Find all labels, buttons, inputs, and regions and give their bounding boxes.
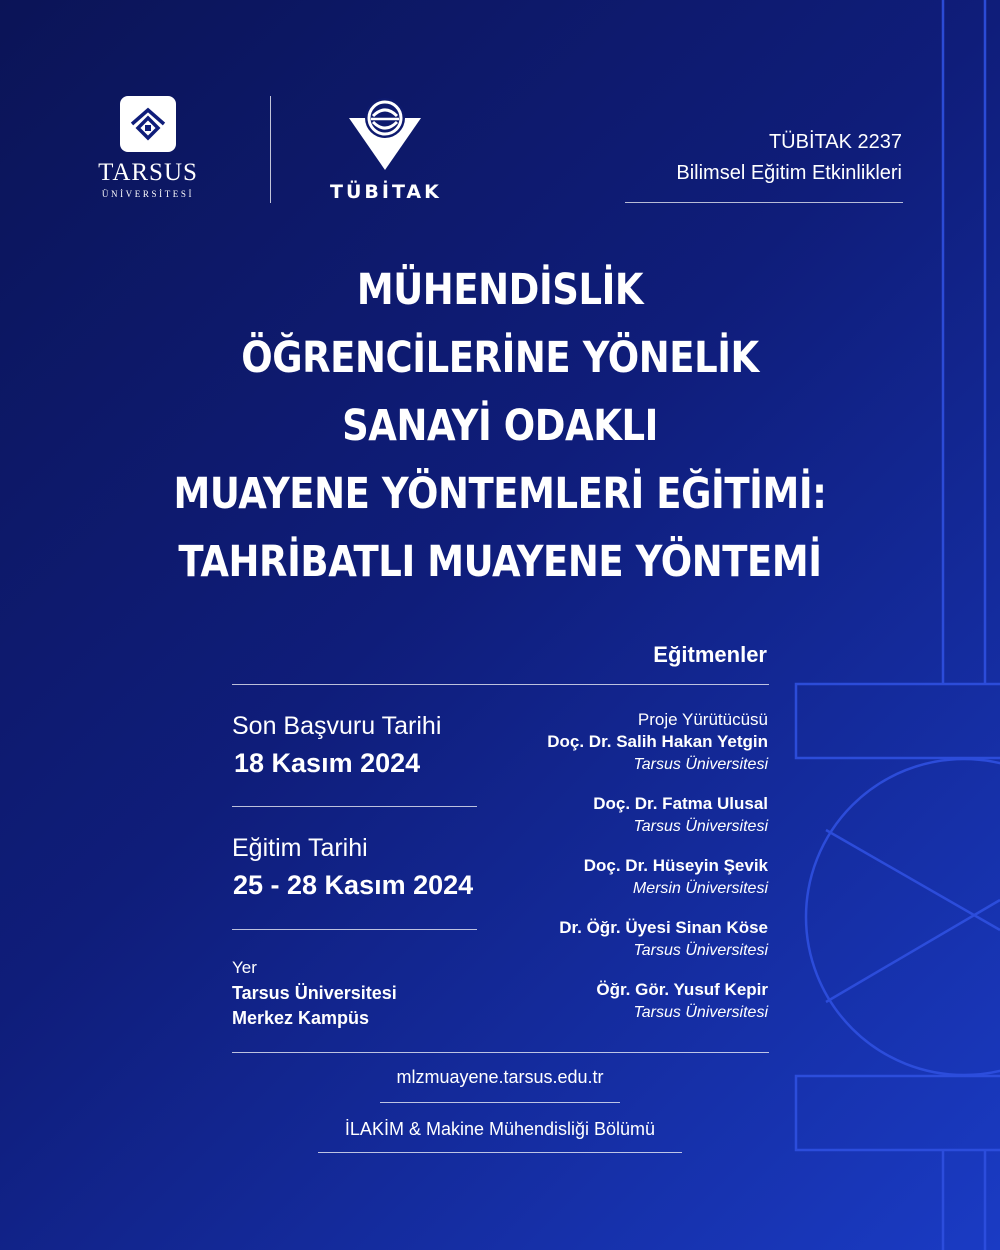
place-line-2: Merkez Kampüs [232, 1008, 370, 1028]
instructor-item [448, 978, 768, 1024]
instructor-name: Dr. Öğr. Üyesi Sinan Köse [559, 918, 768, 937]
tarsus-logo-name: TARSUS [98, 159, 198, 186]
divider [380, 1102, 620, 1103]
instructor-name: Doç. Dr. Salih Hakan Yetgin [547, 732, 768, 751]
website-link[interactable]: mlzmuayene.tarsus.edu.tr [396, 1067, 604, 1087]
program-line-1: TÜBİTAK 2237 [768, 131, 902, 153]
program-underline [625, 202, 903, 203]
deadline-label: Son Başvuru Tarihi [232, 712, 442, 740]
training-date-label: Eğitim Tarihi [232, 834, 368, 862]
instructor-affiliation: Mersin Üniversitesi [632, 880, 768, 897]
instructor-list [448, 709, 768, 1040]
divider [232, 806, 477, 807]
instructor-affiliation: Tarsus Üniversitesi [633, 756, 768, 773]
title-line: MÜHENDİSLİK [356, 265, 644, 315]
event-title [0, 256, 1000, 596]
place-line-1: Tarsus Üniversitesi [232, 983, 397, 1003]
program-line-2: Bilimsel Eğitim Etkinlikleri [676, 162, 902, 184]
title-line: MUAYENE YÖNTEMLERİ EĞİTİMİ: [173, 469, 827, 519]
tarsus-logo-sub: ÜNİVERSİTESİ [101, 189, 195, 199]
deadline-value: 18 Kasım 2024 [234, 748, 421, 778]
instructor-name: Doç. Dr. Hüseyin Şevik [583, 856, 768, 875]
tubitak-emblem-icon [345, 94, 425, 174]
instructors-heading: Eğitmenler [653, 642, 767, 667]
title-line: ÖĞRENCİLERİNE YÖNELİK [241, 333, 759, 383]
instructor-item [448, 792, 768, 838]
instructor-item [448, 916, 768, 962]
department-label: İLAKİM & Makine Mühendisliği Bölümü [344, 1119, 656, 1139]
instructor-item [448, 709, 768, 776]
training-date-value: 25 - 28 Kasım 2024 [233, 870, 474, 900]
section-divider-top [232, 684, 769, 685]
divider [318, 1152, 682, 1153]
title-line: TAHRİBATLI MUAYENE YÖNTEMİ [178, 537, 822, 587]
title-line: SANAYİ ODAKLI [342, 401, 658, 451]
instructor-name: Doç. Dr. Fatma Ulusal [593, 794, 768, 813]
tubitak-logo [330, 94, 440, 203]
tarsus-emblem-icon [120, 96, 176, 152]
tarsus-university-logo [96, 96, 200, 199]
instructor-name: Öğr. Gör. Yusuf Kepir [596, 980, 768, 999]
divider [232, 929, 477, 930]
program-label [676, 127, 902, 189]
tubitak-logo-name: TÜBİTAK [330, 181, 442, 203]
logo-divider [270, 96, 271, 203]
section-divider-bottom [232, 1052, 769, 1053]
instructor-affiliation: Tarsus Üniversitesi [633, 942, 768, 959]
instructor-affiliation: Tarsus Üniversitesi [633, 818, 768, 835]
instructor-item [448, 854, 768, 900]
place-label: Yer [232, 958, 257, 977]
instructor-affiliation: Tarsus Üniversitesi [633, 1004, 768, 1021]
instructor-role: Proje Yürütücüsü [637, 710, 768, 729]
